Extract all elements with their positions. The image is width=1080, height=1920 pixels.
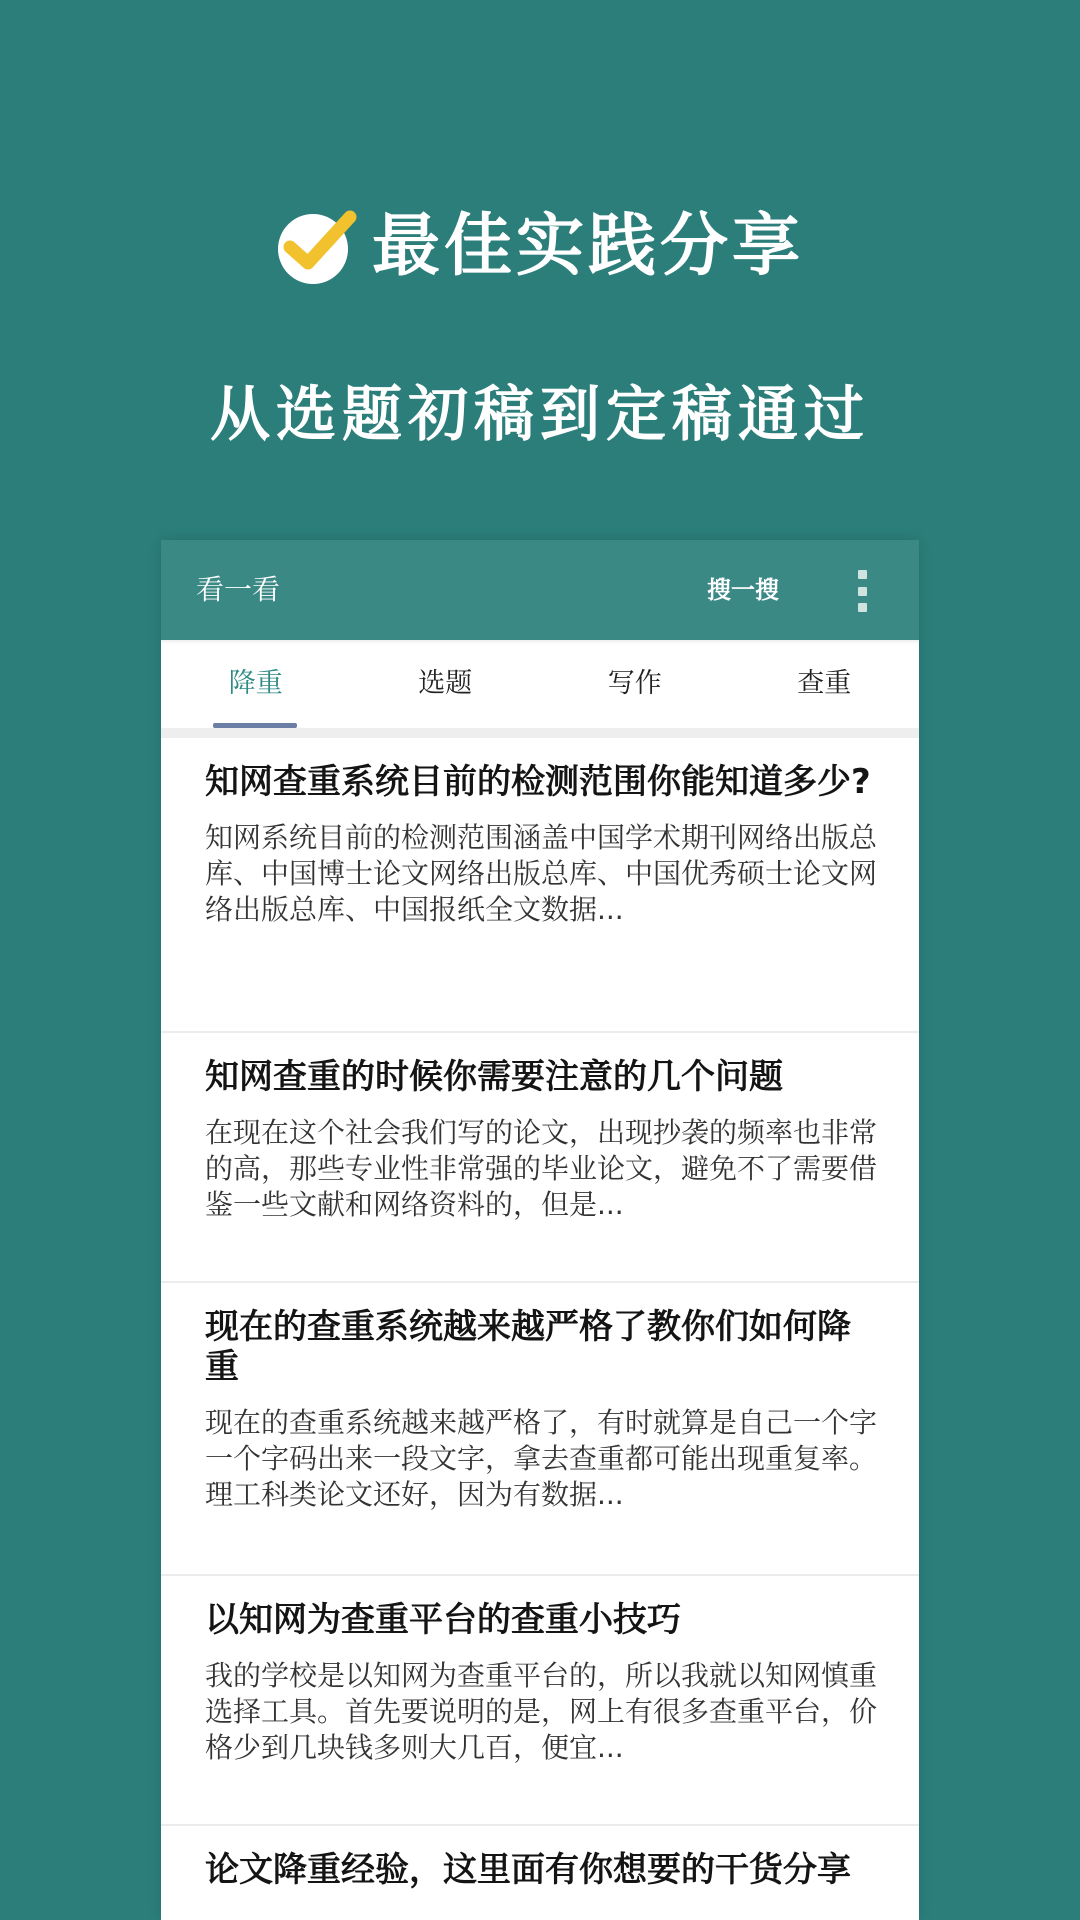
tab-xiezuo[interactable]: 写作 (607, 668, 662, 699)
hero-subtitle: 从选题初稿到定稿通过 (210, 380, 870, 450)
article-item[interactable] (161, 1283, 919, 1576)
article-title: 论文降重经验，这里面有你想要的干货分享 (205, 1850, 851, 1890)
tab-chachong[interactable]: 查重 (797, 668, 852, 699)
article-title: 以知网为查重平台的查重小技巧 (205, 1600, 681, 1640)
article-item[interactable] (161, 1033, 919, 1283)
article-snippet: 知网系统目前的检测范围涵盖中国学术期刊网络出版总库、中国博士论文网络出版总库、中国优秀硕士论文网络出版总库、中国报纸全文数据... (205, 821, 877, 926)
article-snippet: 我的学校是以知网为查重平台的，所以我就以知网慎重选择工具。首先要说明的是，网上有很多查重平台，价格少到几块钱多则大几百，便宜... (205, 1659, 877, 1764)
app-title: 看一看 (196, 573, 281, 606)
hero-title-text: 最佳实践分享 (371, 206, 804, 286)
tab-xuanti[interactable]: 选题 (418, 668, 473, 699)
tab-jiangzhong[interactable]: 降重 (161, 640, 351, 728)
article-snippet: 现在的查重系统越来越严格了，有时就算是自己一个字一个字码出来一段文字，拿去查重都可能出现重复率。理工科类论文还好，因为有数据... (205, 1406, 877, 1511)
article-title: 知网查重的时候你需要注意的几个问题 (205, 1057, 783, 1097)
hero-title (0, 205, 1080, 287)
tab-divider (161, 728, 919, 738)
article-snippet: 在现在这个社会我们写的论文，出现抄袭的频率也非常的高，那些专业性非常强的毕业论文，避免不了需要借鉴一些文献和网络资料的，但是... (205, 1116, 877, 1221)
article-item[interactable] (161, 1826, 919, 1920)
article-title: 现在的查重系统越来越严格了教你们如何降重 (205, 1307, 851, 1387)
more-vertical-icon[interactable] (857, 570, 867, 612)
tab-bar (161, 640, 919, 728)
article-title: 知网查重系统目前的检测范围你能知道多少? (205, 762, 871, 802)
app-bar (161, 540, 919, 640)
article-item[interactable] (161, 738, 919, 1033)
app-screen (161, 540, 919, 1920)
search-button[interactable]: 搜一搜 (707, 576, 779, 604)
checkmark-icon (276, 205, 358, 287)
article-item[interactable] (161, 1576, 919, 1826)
